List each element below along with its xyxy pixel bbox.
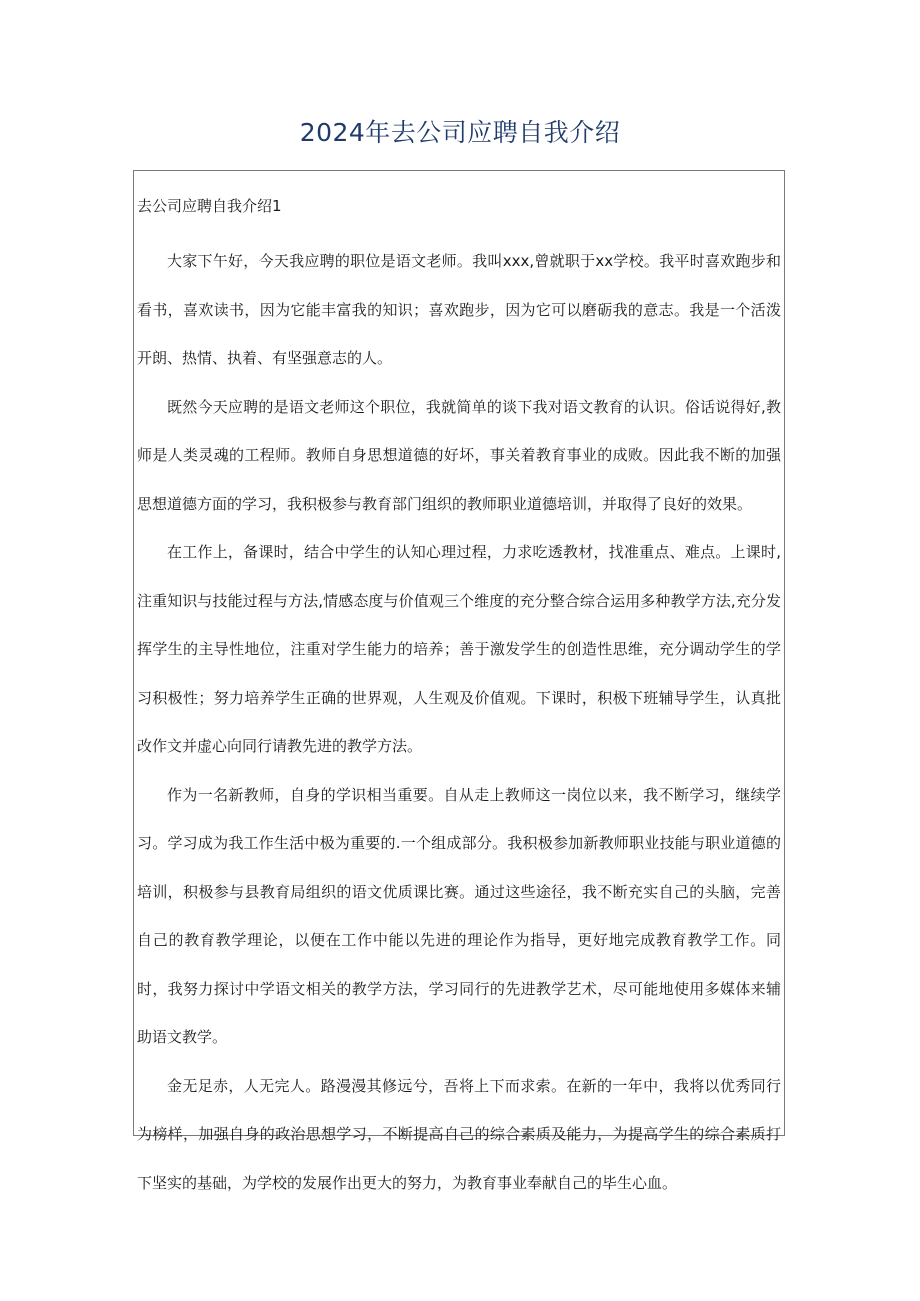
paragraph-intro: 大家下午好，今天我应聘的职位是语文老师。我叫xxx,曾就职于xx学校。我平时喜欢跑步和看书，喜欢读书，因为它能丰富我的知识；喜欢跑步，因为它可以磨砺我的意志。我是一个活泼开朗、热情、执着、有坚强意志的人。 — [137, 252, 781, 367]
paragraph-teaching-view: 既然今天应聘的是语文老师这个职位，我就简单的谈下我对语文教育的认识。俗话说得好,教师是人类灵魂的工程师。教师自身思想道德的好坏，事关着教育事业的成败。因此我不断的加强思想道德方面的学习，我积极参与教育部门组织的教师职业道德培训，并取得了良好的效果。 — [137, 397, 781, 513]
paragraph-learning: 作为一名新教师，自身的学识相当重要。自从走上教师这一岗位以来，我不断学习，继续学习。学习成为我工作生活中极为重要的.一个组成部分。我积极参加新教师职业技能与职业道德的培训，积极参与县教育局组织的语文优质课比赛。通过这些途径，我不断充实自己的头脑，完善自己的教育教学理论，以便在工作中能以先进的理论作为指导，更好地完成教育教学工作。同时，我努力探讨中学语文相关的教学方法，学习同行的先进教学艺术，尽可能地使用多媒体来辅助语文教学。 — [137, 785, 781, 1046]
content-frame — [133, 170, 785, 1192]
section-heading: 去公司应聘自我介绍1 — [137, 197, 282, 215]
paragraph-work-method: 在工作上，备课时，结合中学生的认知心理过程，力求吃透教材，找准重点、难点。上课时,注重知识与技能过程与方法,情感态度与价值观三个维度的充分整合综合运用多种教学方法,充分发挥学生的主导性地位，注重对学生能力的培养；善于激发学生的创造性思维，充分调动学生的学习积极性；努力培养学生正确的世界观，人生观及价值观。下课时，积极下班辅导学生，认真批改作文并虚心向同行请教先进的教学方法。 — [137, 543, 781, 755]
paragraph-conclusion: 金无足赤，人无完人。路漫漫其修远兮，吾将上下而求索。在新的一年中，我将以优秀同行为榜样，加强自身的政治思想学习，不断提高自己的综合素质及能力，为提高学生的综合素质打下坚实的基础，为学校的发展作出更大的努力，为教育事业奉献自己的毕生心血。 — [137, 1076, 781, 1192]
document-title: 2024年去公司应聘自我介绍 — [299, 118, 621, 147]
